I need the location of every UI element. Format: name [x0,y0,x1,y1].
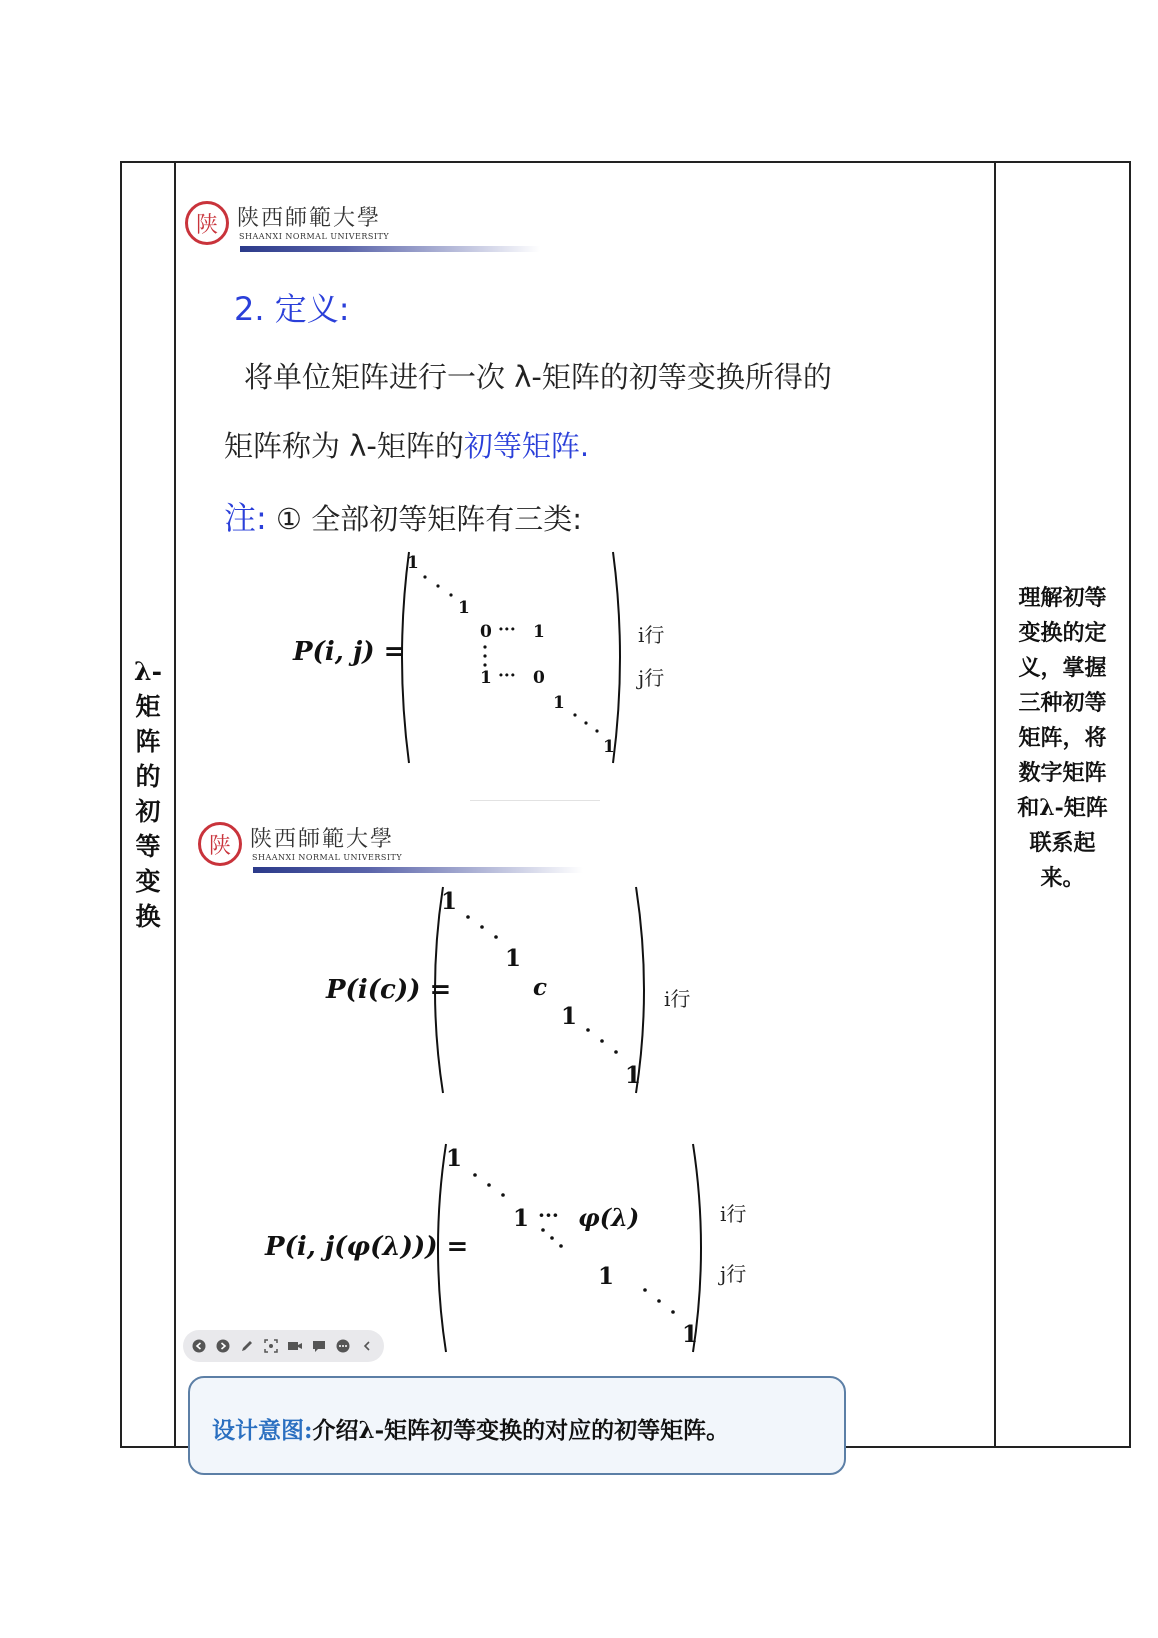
left-paren [425,885,447,1095]
back-circle-icon[interactable] [191,1338,207,1354]
more-icon[interactable] [335,1338,351,1354]
section-title-char: 等 [135,832,161,861]
screenshot-icon[interactable] [263,1338,279,1354]
objective-line: 理解初等 [1018,585,1107,611]
camera-icon[interactable] [287,1338,303,1354]
section-title-char: 的 [135,762,161,791]
section-title-char: 初 [135,797,161,826]
entry-one: 1 [533,622,545,642]
pen-icon[interactable] [239,1338,255,1354]
learning-objective [994,581,1131,896]
logo-underline [240,246,540,252]
diagonal-dots [570,710,604,738]
objective-line: 义，掌握 [1018,655,1107,681]
university-logo [198,822,402,866]
table-divider-left [174,163,176,1446]
definition-line-2-text: 矩阵称为 λ-矩阵的 [224,429,464,463]
entry-one: 1 [561,1003,578,1030]
note-label: 注: [224,499,267,537]
horizontal-dots: ··· [538,1203,559,1227]
diagonal-dots [470,1170,510,1202]
design-intent-box [188,1376,846,1475]
definition-line-1: 将单位矩阵进行一次 λ-矩阵的初等变换所得的 [244,360,832,394]
matrix-add-lhs: P(i, j(φ(λ))) = [265,1232,469,1262]
definition-line-2 [224,424,589,465]
elementary-matrix-term: 初等矩阵. [463,429,590,463]
objective-line: 矩阵，将 [1018,725,1107,751]
vertical-dots [480,643,490,669]
university-seal-icon: 陕 [198,822,242,866]
definition-heading: 2. 定义: [234,290,350,328]
entry-one: 1 [446,1145,463,1172]
section-title-char: λ- [134,657,162,686]
horizontal-dots: ··· [498,666,516,686]
university-logo [185,201,389,245]
design-intent-label: 设计意图: [212,1417,313,1444]
presentation-toolbar [183,1330,384,1362]
objective-line: 和λ-矩阵 [1017,795,1108,821]
row-label-j: j行 [720,1262,747,1286]
entry-one: 1 [682,1321,699,1348]
section-title-char: 换 [135,902,161,931]
entry-one: 1 [458,598,470,618]
entry-one: 1 [480,668,492,688]
left-paren [393,550,413,765]
horizontal-dots: ··· [498,620,516,640]
entry-zero: 0 [480,622,492,642]
comment-icon[interactable] [311,1338,327,1354]
row-label-i: i行 [638,623,665,647]
entry-one: 1 [598,1263,615,1290]
row-label-j: j行 [638,666,665,690]
matrix-swap-lhs: P(i, j) = [293,637,406,667]
diagonal-dots [640,1285,680,1319]
entry-one: 1 [407,553,419,573]
diagonal-dots [583,1025,623,1059]
entry-c: c [533,974,548,1001]
diagonal-dots [420,572,458,602]
diagonal-dots [463,912,503,944]
objective-line: 数字矩阵 [1018,760,1107,786]
section-title-char: 变 [135,867,161,896]
entry-one: 1 [603,737,615,757]
university-name-en: SHAANXI NORMAL UNIVERSITY [252,853,403,862]
collapse-icon[interactable] [359,1338,375,1354]
design-intent-content: 介绍λ-矩阵初等变换的对应的初等矩阵。 [312,1417,730,1444]
row-label-i: i行 [720,1202,747,1226]
slide-separator [470,800,600,801]
note-text: ① 全部初等矩阵有三类: [276,502,583,536]
university-seal-icon: 陕 [185,201,229,245]
section-title-char: 矩 [135,692,161,721]
objective-line: 三种初等 [1018,690,1107,716]
logo-underline [253,867,583,873]
row-label-i: i行 [664,987,691,1011]
matrix-scale-lhs: P(i(c)) = [326,975,452,1005]
entry-one: 1 [513,1205,530,1232]
entry-one: 1 [505,945,522,972]
note-line [224,493,582,539]
design-intent-text [212,1412,729,1445]
university-name-cn: 陕西師範大學 [250,827,395,852]
objective-line: 联系起 [1029,830,1096,856]
objective-line: 变换的定 [1018,620,1107,646]
entry-one: 1 [553,693,565,713]
right-paren [609,550,629,765]
objective-line: 来。 [1040,865,1085,891]
section-title-char: 阵 [135,727,161,756]
section-title [122,654,174,934]
diagonal-dots [538,1226,568,1252]
entry-zero: 0 [533,668,545,688]
forward-circle-icon[interactable] [215,1338,231,1354]
left-paren [428,1142,450,1354]
entry-phi-lambda: φ(λ) [578,1203,640,1232]
entry-one: 1 [441,888,458,915]
university-name-cn: 陕西師範大學 [237,206,382,231]
university-name-en: SHAANXI NORMAL UNIVERSITY [239,232,390,241]
entry-one: 1 [625,1062,642,1089]
